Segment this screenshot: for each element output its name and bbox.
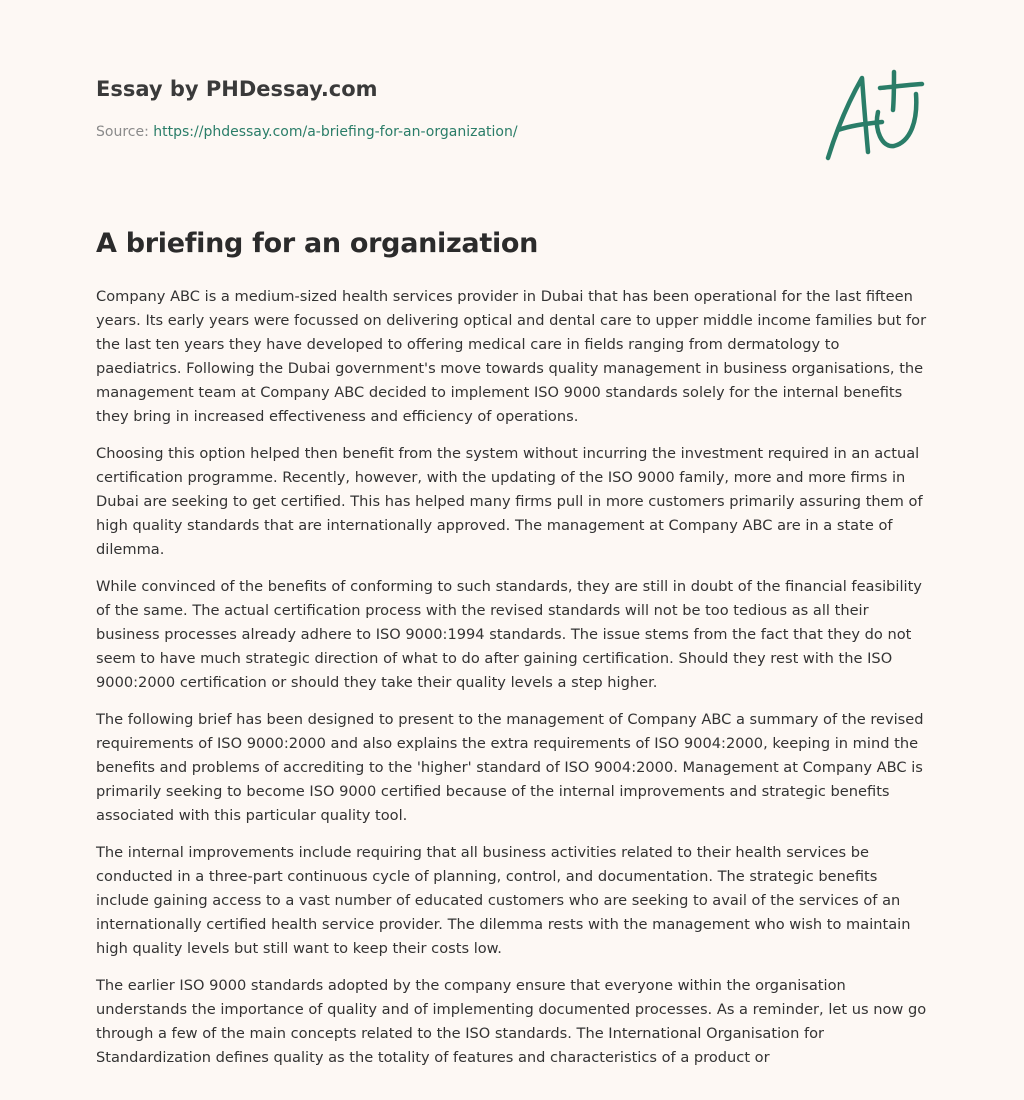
a-plus-logo-icon [822,68,926,164]
essay-paragraph: While convinced of the benefits of conforming to such standards, they are still in doubt of the financial feasibility of the same. The actual certification process with the revised standards will not be too tedious as all their business processes already adhere to ISO 9000:1994 standards. The issue stems from the fact that they do not seem to have much strategic direction of what to do after gaining certification. Should they rest with the ISO 9000:2000 certification or should they take their quality levels a step higher. [96,578,922,691]
source-link[interactable]: https://phdessay.com/a-briefing-for-an-organization/ [153,124,518,140]
essay-paragraph: The earlier ISO 9000 standards adopted by the company ensure that everyone within the organisation understands the importance of quality and of implementing documented processes. As a reminder, let us now go through a few of the main concepts related to the ISO standards. The International Organisation for Standardization defines quality as the totality of features and characteristics of a product or [96,977,927,1066]
essay-paragraph: The internal improvements include requiring that all business activities related to their health services be conducted in a three-part continuous cycle of planning, control, and documentation. The strategic benefits include gaining access to a vast number of educated customers who are seeking to avail of the services of an internationally certified health service provider. The dilemma rests with the management who wish to maintain high quality levels but still want to keep their costs low. [96,844,911,957]
source-label: Source: [96,124,149,140]
brand-title: Essay by PHDessay.com [96,77,378,101]
essay-paragraph: Company ABC is a medium-sized health services provider in Dubai that has been operational for the last fifteen years. Its early years were focussed on delivering optical and dental care to upper middle income families but for the last ten years they have developed to offering medical care in fields ranging from dermatology to paediatrics. Following the Dubai government's move towards quality management in business organisations, the management team at Company ABC decided to implement ISO 9000 standards solely for the internal benefits they bring in increased effectiveness and efficiency of operations. [96,288,927,425]
page-header [96,74,796,142]
essay-paragraph: Choosing this option helped then benefit from the system without incurring the investment required in an actual certification programme. Recently, however, with the updating of the ISO 9000 family, more and more firms in Dubai are seeking to get certified. This has helped many firms pull in more customers primarily assuring them of high quality standards that are internationally approved. The management at Company ABC are in a state of dilemma. [96,445,923,558]
essay-title: A briefing for an organization [96,228,539,259]
essay-paragraph: The following brief has been designed to present to the management of Company ABC a summary of the revised requirements of ISO 9000:2000 and also explains the extra requirements of ISO 9004:2000, keeping in mind the benefits and problems of accrediting to the 'higher' standard of ISO 9004:2000. Management at Company ABC is primarily seeking to become ISO 9000 certified because of the internal improvements and strategic benefits associated with this particular quality tool. [96,711,924,824]
source-line [96,122,796,142]
essay-body [96,285,928,1083]
